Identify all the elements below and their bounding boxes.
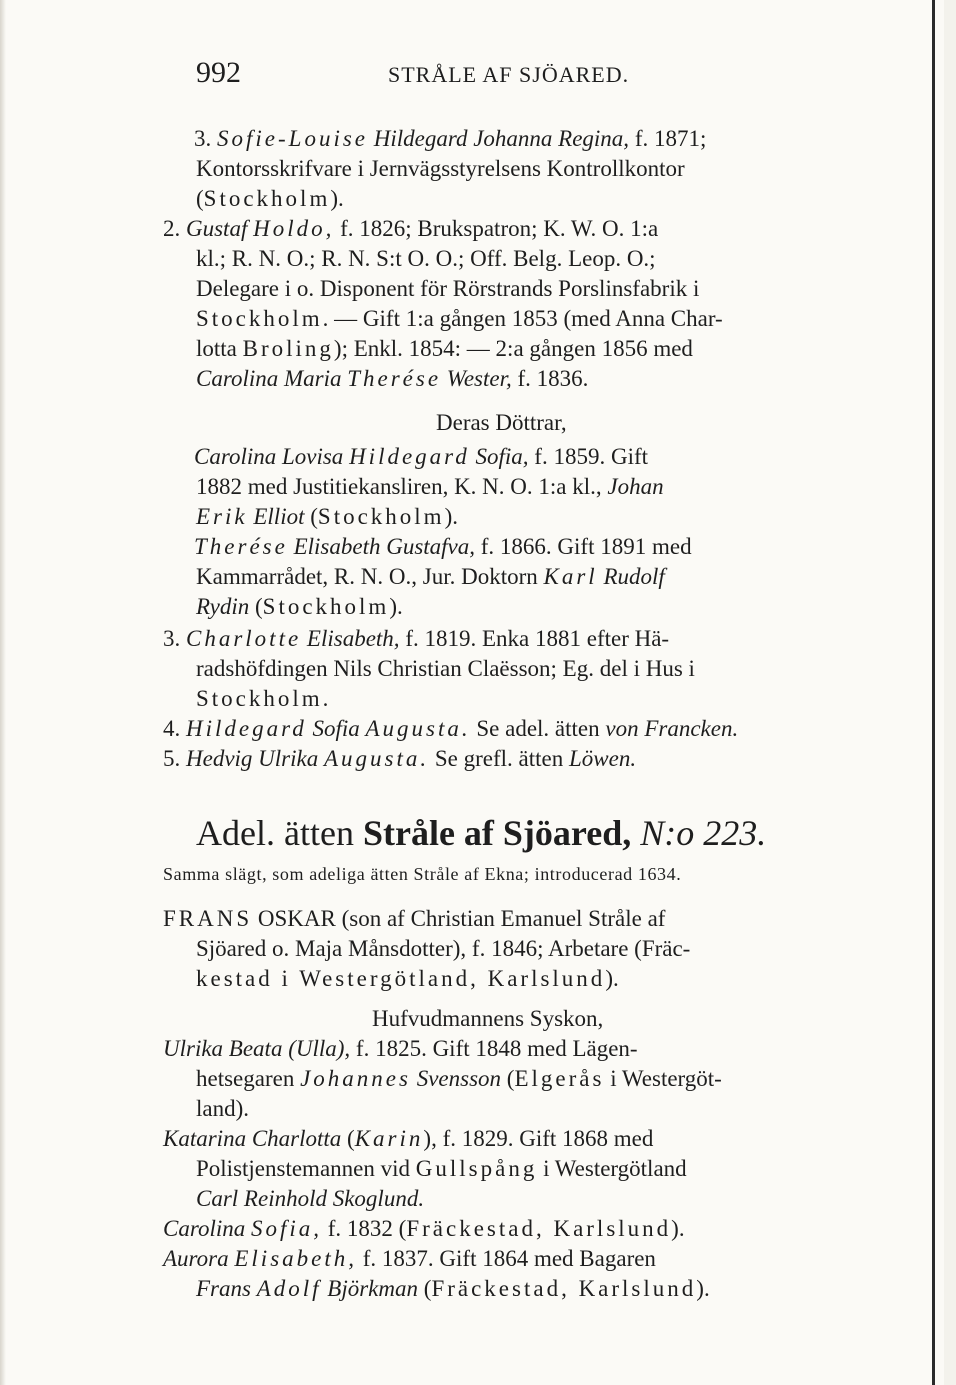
page-number: 992 [196,56,241,89]
page-header [196,56,896,96]
entry-line: Carolina Lovisa Hildegard Sofia, f. 1859. Gift [194,444,649,469]
running-title: STRÅLE AF SJÖARED. [388,62,630,87]
entry-line: 3. Sofie-Louise Hildegard Johanna Regina, f. 1871; [194,126,707,151]
entry-line: kl.; R. N. O.; R. N. S:t O. O.; Off. Belg. Leop. O.; [196,246,656,271]
entry-line: Stockholm. [196,686,332,711]
entry-line: Kammarrådet, R. N. O., Jur. Doktorn Karl Rudolf [196,564,665,589]
entry-line: 4. Hildegard Sofia Augusta. Se adel. ätten von Francken. [163,716,739,741]
entry-line: Sjöared o. Maja Månsdotter), f. 1846; Arbetare (Fräc- [196,936,691,961]
entry-line: Carl Reinhold Skoglund. [196,1186,425,1211]
subheading: Deras Döttrar, [436,410,567,435]
entry-line: Rydin (Stockholm). [196,594,403,619]
entry-line: 3. Charlotte Elisabeth, f. 1819. Enka 1881 efter Hä- [163,626,670,651]
entry-line: Polistjenstemannen vid Gullspång i Westergötland [196,1156,687,1181]
page-edge-right [932,0,935,1385]
entry-line: Stockholm. — Gift 1:a gången 1853 (med Anna Char- [196,306,723,331]
entry-line: FRANS OSKAR (son af Christian Emanuel Stråle af [163,906,666,931]
entry-line: Katarina Charlotta (Karin), f. 1829. Gift 1868 med [163,1126,654,1151]
entry-line: 2. Gustaf Holdo, f. 1826; Brukspatron; K. W. O. 1:a [163,216,659,241]
page-edge-left [0,0,6,1385]
entry-line: kestad i Westergötland, Karlslund). [196,966,619,991]
entry-line: Carolina Maria Therése Wester, f. 1836. [196,366,589,391]
entry-line: Aurora Elisabeth, f. 1837. Gift 1864 med Bagaren [163,1246,656,1271]
entry-line: 1882 med Justitiekansliren, K. N. O. 1:a kl., Johan [196,474,664,499]
entry-line: radshöfdingen Nils Christian Claësson; Eg. del i Hus i [196,656,695,681]
entry-line: hetsegaren Johannes Svensson (Elgerås i Westergöt- [196,1066,722,1091]
page-gutter [944,0,956,1385]
section-subline: Samma slägt, som adeliga ätten Stråle af Ekna; introducerad 1634. [163,864,682,884]
entry-line: Frans Adolf Björkman (Fräckestad, Karlslund). [196,1276,710,1301]
entry-line: lotta Broling); Enkl. 1854: — 2:a gången 1856 med [196,336,693,361]
entry-line: Erik Elliot (Stockholm). [196,504,458,529]
entry-line: Ulrika Beata (Ulla), f. 1825. Gift 1848 med Lägen- [163,1036,638,1061]
entry-line: Delegare i o. Disponent för Rörstrands Porslinsfabrik i [196,276,700,301]
entry-line: Kontorsskrifvare i Jernvägsstyrelsens Kontrollkontor [196,156,685,181]
subheading: Hufvudmannens Syskon, [372,1006,604,1031]
entry-line: land). [196,1096,250,1121]
entry-line: Therése Elisabeth Gustafva, f. 1866. Gift 1891 med [194,534,692,559]
entry-line: (Stockholm). [196,186,344,211]
section-heading: Adel. ätten Stråle af Sjöared, N:o 223. [196,813,767,853]
entry-line: Carolina Sofia, f. 1832 (Fräckestad, Karlslund). [163,1216,685,1241]
entry-line: 5. Hedvig Ulrika Augusta. Se grefl. ätten Löwen. [163,746,637,771]
